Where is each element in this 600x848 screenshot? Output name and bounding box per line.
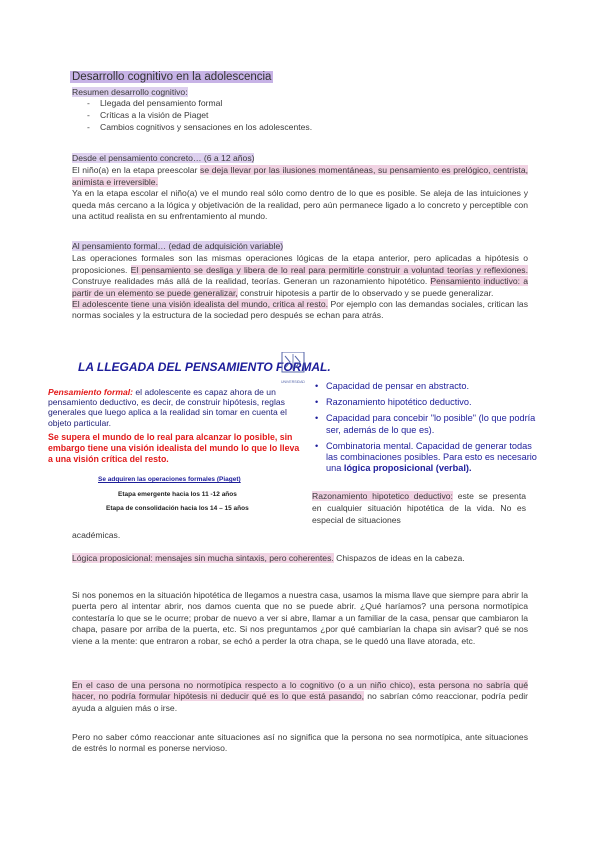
university-logo <box>276 352 310 384</box>
paragraph-text: construir hipotesis a partir de lo observado y se puede generalizar. <box>237 287 494 298</box>
section-heading: Al pensamiento formal… (edad de adquisición variable) <box>72 241 284 251</box>
concrete-section <box>72 153 528 222</box>
paragraph-text: El niño(a) en la etapa preescolar <box>72 165 201 176</box>
hypothetic-tail: académicas. <box>72 530 121 540</box>
summary-heading: Resumen desarrollo cognitivo: <box>72 87 188 97</box>
summary-section <box>72 87 532 133</box>
slide-stage-2: Etapa de consolidación hacia los 14 – 15 años <box>106 505 249 512</box>
list-item: • Combinatoria mental. Capacidad de generar todas las combinaciones posibles. Para esto es necesario una lógica proposicional (verbal). <box>313 441 538 475</box>
hypothetic-paragraph <box>312 490 526 527</box>
paragraph-text: Construye realidades más allá de la realidad, teorías. Generan un razonamiento hipotético. <box>72 276 431 287</box>
highlight-text: Razonamiento hipotetico deductivo: <box>312 491 453 501</box>
logic-paragraph <box>72 553 528 564</box>
formal-section <box>72 241 528 322</box>
logo-caption: UNIVERSIDAD <box>281 380 305 384</box>
summary-list <box>72 98 532 133</box>
list-item: • Capacidad para concebir "lo posible" (lo que podría ser, además de lo que es). <box>313 413 538 435</box>
slide-definition <box>48 387 298 428</box>
slide-title: LA LLEGADA DEL PENSAMIENTO FORMAL. <box>78 360 331 374</box>
section-heading: Desde el pensamiento concreto… (6 a 12 años) <box>72 153 255 163</box>
paragraph-text: no sabrían cómo reaccionar, podría pedir ayuda a alguien más o irse. <box>72 691 528 713</box>
paragraph-text: Chispazos de ideas en la cabeza. <box>333 553 465 563</box>
list-item: • Capacidad de pensar en abstracto. <box>313 381 538 392</box>
slide-link: Se adquiren las operaciones formales (Piaget) <box>98 476 241 483</box>
highlight-text: se deja llevar por las ilusiones momentáneas, su pensamiento es prelógico, centrista, animista e irreversible. <box>72 165 528 187</box>
highlight-text: El pensamiento se desliga y libera de lo real para permitirle construir a voluntad teorías y reflexiones. <box>130 264 528 275</box>
definition-text: el adolescente es capaz ahora de un pensamiento deductivo, es decir, de construir hipótesis, reglas generales que luego aplica a la realidad sin tomar en cuenta el objeto particular. <box>48 387 287 428</box>
paragraph-text: Las operaciones formales son las mismas operaciones lógicas de la etapa anterior, pero aplicadas a hipótesis o proposiciones. <box>72 253 528 275</box>
highlight-text: En el caso de una persona no normotípica respecto a lo cognitivo (o a un niño chico), esta persona no sabría qué hacer, no podría formular hipótesis ni deducir qué es lo que está pasando, <box>72 680 528 702</box>
paragraph-text: este se presenta en cualquier situación hipotética de la vida. No es especial de situaciones <box>312 491 526 526</box>
slide-bullets <box>313 381 538 479</box>
atypical-paragraph <box>72 680 528 714</box>
closing-paragraph: Pero no saber cómo reaccionar ante situaciones así no significa que la persona no sea normotípica, ante situaciones de estrés lo normal es ponerse nervioso. <box>72 732 528 754</box>
highlight-text: El adolescente tiene una visión idealista del mundo, critica al resto. <box>72 299 329 310</box>
definition-label: Pensamiento formal: <box>48 387 134 397</box>
paragraph-text: Por ejemplo con las demandas sociales, critican las normas sociales y la estructura de la sociedad pero después se echan para atrás. <box>72 299 529 321</box>
slide-red-text: Se supera el mundo de lo real para alcanzar lo posible, sin embargo tiene una visión idealista del mundo lo que lo lleva a una visión crítica del resto. <box>48 432 300 464</box>
slide-stage-1: Etapa emergente hacia los 11 -12 años <box>118 491 237 498</box>
logo-icon <box>276 352 310 378</box>
list-item: - Cambios cognitivos y sensaciones en los adolescentes. <box>72 122 532 134</box>
example-paragraph: Si nos ponemos en la situación hipotética de llegamos a nuestra casa, usamos la misma llave que siempre para abrir la puerta pero al intentar abrir, nos damos cuenta que no se puede abrir. ¿Qué haríamos? una persona normotípica contestaría lo que se le ocurre; probar de nuevo a ver si abre, llamar a un familiar de la casa, pensar que cambiaron la chapa, pasare por arriba de la puerta, etc. Si nos preguntamos ¿por qué cambiarían la chapa sin avisar? qué se nos viene a la mente: que entraron a robar, se echó a perder la otra chapa, se le quedó una llave atorada, etc. <box>72 590 528 646</box>
paragraph-text: Ya en la etapa escolar el niño(a) ve el mundo real sólo como dentro de lo que es posible. Se aleja de las intuiciones y queda más cercano a la lógica y objetivación de la realidad, pero aún permanece ligado a lo concreto y perceptible con una actitud realista en su enfrentamiento al mundo. <box>72 188 528 222</box>
highlight-text: Lógica proposicional: mensajes sin mucha sintaxis, pero coherentes. <box>72 553 334 563</box>
list-item: - Llegada del pensamiento formal <box>72 98 532 110</box>
list-item: • Razonamiento hipotético deductivo. <box>313 397 538 408</box>
bold-text: lógica proposicional (verbal). <box>343 463 472 474</box>
page-title: Desarrollo cognitivo en la adolescencia <box>72 71 272 83</box>
list-item: - Críticas a la visión de Piaget <box>72 110 532 122</box>
highlight-text: Pensamiento inductivo: a partir de un elemento se puede generalizar, <box>72 276 528 298</box>
